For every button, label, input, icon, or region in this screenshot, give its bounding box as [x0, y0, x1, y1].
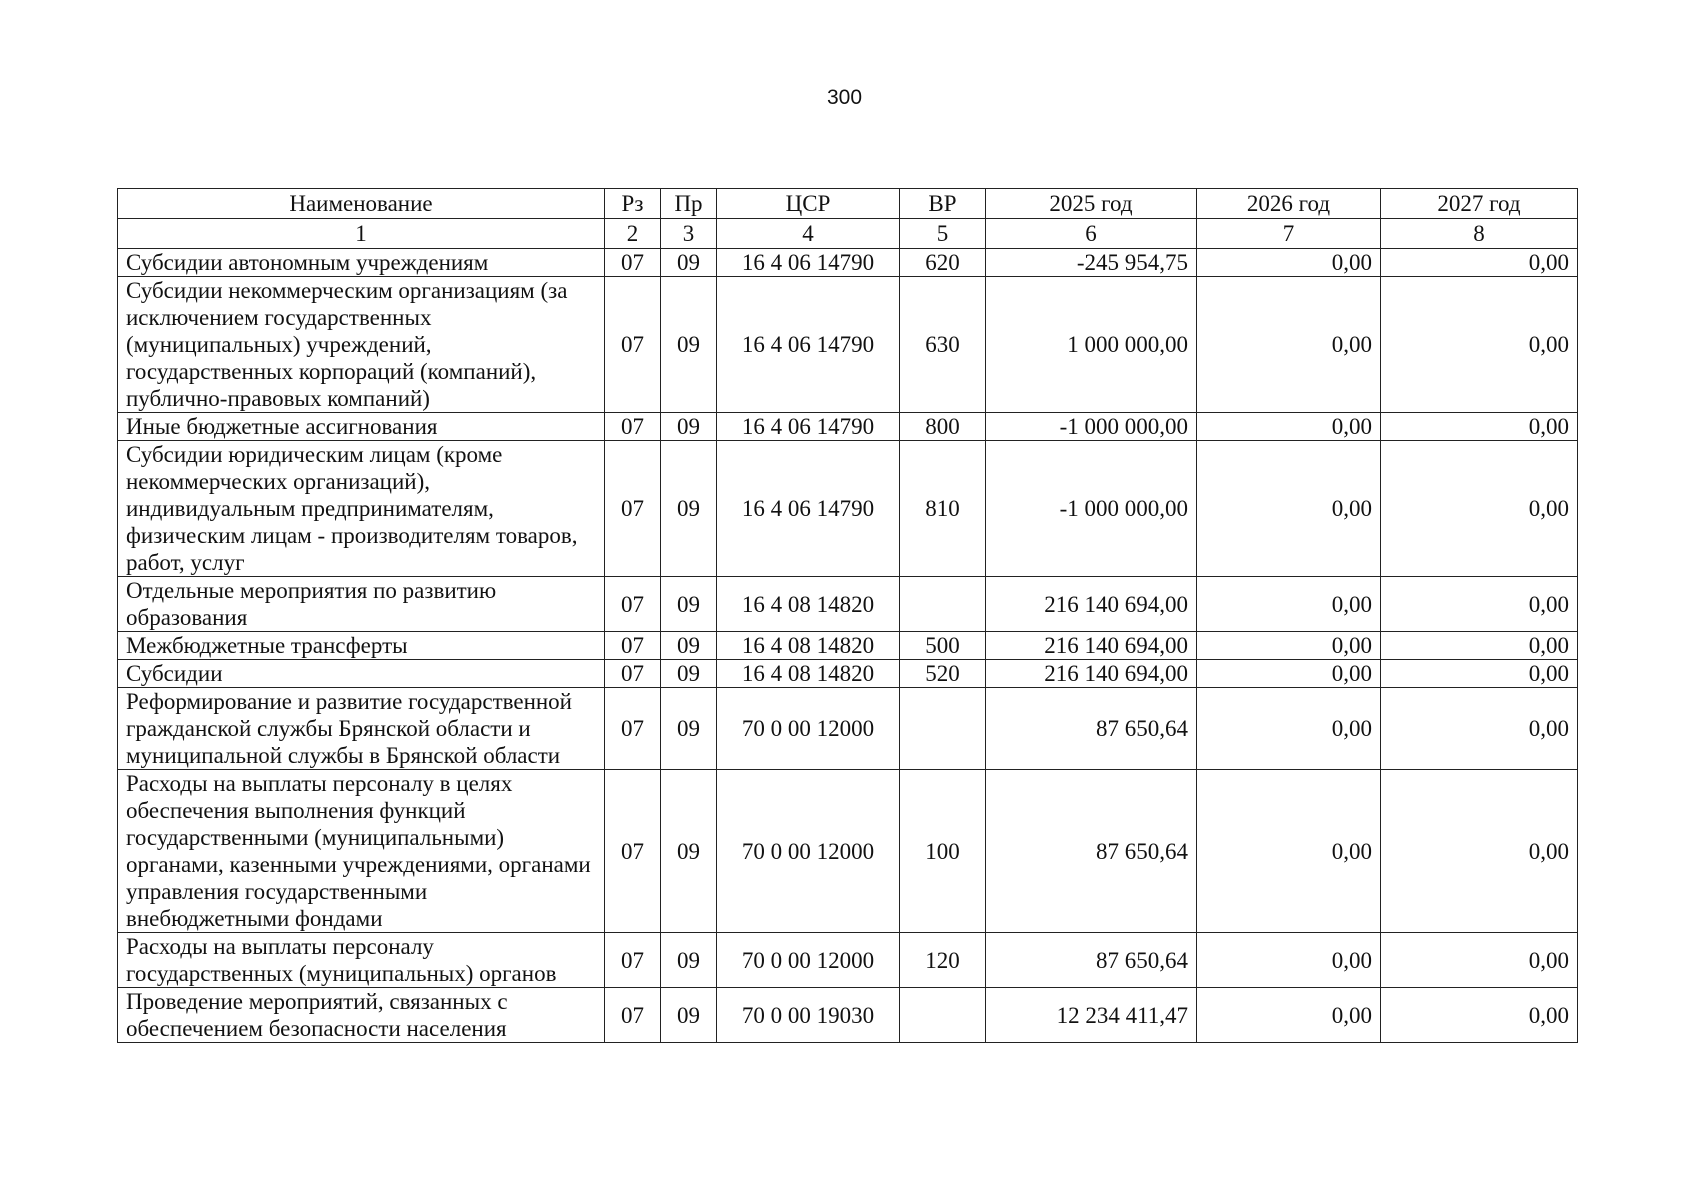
cell-name: Субсидии автономным учреждениям	[118, 249, 605, 277]
cell-csr: 16 4 08 14820	[717, 632, 900, 660]
cell-csr: 70 0 00 12000	[717, 770, 900, 933]
cell-vr: 520	[900, 660, 986, 688]
col-number: 7	[1197, 219, 1381, 249]
cell-pr: 09	[661, 632, 717, 660]
col-header-rz: Рз	[605, 189, 661, 219]
cell-name: Расходы на выплаты персоналу в целях обеспечения выполнения функций государственными (муниципальными) органами, казенными учреждениями, органами управления государственными внебюджетными фондами	[118, 770, 605, 933]
cell-name: Реформирование и развитие государственной гражданской службы Брянской области и муниципальной службы в Брянской области	[118, 688, 605, 770]
budget-table	[117, 188, 1578, 1043]
table-row	[118, 632, 1578, 660]
cell-rz: 07	[605, 249, 661, 277]
cell-2027: 0,00	[1381, 441, 1578, 577]
col-number: 5	[900, 219, 986, 249]
cell-vr: 620	[900, 249, 986, 277]
table-row	[118, 988, 1578, 1043]
page-number: 300	[826, 86, 863, 109]
cell-pr: 09	[661, 688, 717, 770]
cell-2025: 216 140 694,00	[986, 577, 1197, 632]
table-row	[118, 277, 1578, 413]
cell-vr: 100	[900, 770, 986, 933]
col-header-vr: ВР	[900, 189, 986, 219]
cell-2025: -1 000 000,00	[986, 441, 1197, 577]
cell-csr: 16 4 08 14820	[717, 577, 900, 632]
cell-2027: 0,00	[1381, 688, 1578, 770]
cell-2025: -1 000 000,00	[986, 413, 1197, 441]
cell-name: Межбюджетные трансферты	[118, 632, 605, 660]
table-row	[118, 249, 1578, 277]
table-row	[118, 441, 1578, 577]
cell-2025: 87 650,64	[986, 770, 1197, 933]
cell-pr: 09	[661, 277, 717, 413]
cell-2025: 216 140 694,00	[986, 632, 1197, 660]
cell-rz: 07	[605, 688, 661, 770]
cell-vr: 500	[900, 632, 986, 660]
cell-pr: 09	[661, 577, 717, 632]
cell-csr: 70 0 00 12000	[717, 933, 900, 988]
col-header-name: Наименование	[118, 189, 605, 219]
cell-csr: 70 0 00 12000	[717, 688, 900, 770]
cell-2027: 0,00	[1381, 988, 1578, 1043]
cell-2026: 0,00	[1197, 577, 1381, 632]
cell-pr: 09	[661, 933, 717, 988]
col-number: 1	[118, 219, 605, 249]
col-header-csr: ЦСР	[717, 189, 900, 219]
cell-2027: 0,00	[1381, 413, 1578, 441]
cell-2027: 0,00	[1381, 632, 1578, 660]
cell-name: Проведение мероприятий, связанных с обеспечением безопасности населения	[118, 988, 605, 1043]
cell-2025: -245 954,75	[986, 249, 1197, 277]
cell-2027: 0,00	[1381, 277, 1578, 413]
cell-2025: 12 234 411,47	[986, 988, 1197, 1043]
cell-2026: 0,00	[1197, 441, 1381, 577]
cell-pr: 09	[661, 660, 717, 688]
cell-pr: 09	[661, 441, 717, 577]
col-number: 8	[1381, 219, 1578, 249]
cell-pr: 09	[661, 413, 717, 441]
table-row	[118, 933, 1578, 988]
cell-csr: 16 4 06 14790	[717, 277, 900, 413]
cell-2026: 0,00	[1197, 249, 1381, 277]
cell-rz: 07	[605, 770, 661, 933]
column-number-row	[118, 219, 1578, 249]
table-row	[118, 413, 1578, 441]
header-row	[118, 189, 1578, 219]
cell-2026: 0,00	[1197, 770, 1381, 933]
table-row	[118, 770, 1578, 933]
cell-rz: 07	[605, 988, 661, 1043]
table-row	[118, 577, 1578, 632]
cell-csr: 16 4 06 14790	[717, 249, 900, 277]
cell-name: Субсидии	[118, 660, 605, 688]
cell-2025: 87 650,64	[986, 688, 1197, 770]
cell-2026: 0,00	[1197, 413, 1381, 441]
cell-csr: 16 4 06 14790	[717, 413, 900, 441]
cell-2026: 0,00	[1197, 933, 1381, 988]
cell-pr: 09	[661, 988, 717, 1043]
cell-rz: 07	[605, 933, 661, 988]
cell-pr: 09	[661, 770, 717, 933]
cell-2027: 0,00	[1381, 249, 1578, 277]
cell-2026: 0,00	[1197, 277, 1381, 413]
table-row	[118, 660, 1578, 688]
cell-rz: 07	[605, 660, 661, 688]
cell-name: Отдельные мероприятия по развитию образования	[118, 577, 605, 632]
cell-rz: 07	[605, 413, 661, 441]
cell-name: Субсидии некоммерческим организациям (за исключением государственных (муниципальных) учреждений, государственных корпораций (компаний), публично-правовых компаний)	[118, 277, 605, 413]
cell-2027: 0,00	[1381, 770, 1578, 933]
cell-2027: 0,00	[1381, 933, 1578, 988]
cell-2026: 0,00	[1197, 988, 1381, 1043]
cell-vr: 810	[900, 441, 986, 577]
col-number: 4	[717, 219, 900, 249]
col-number: 2	[605, 219, 661, 249]
cell-2026: 0,00	[1197, 632, 1381, 660]
cell-name: Расходы на выплаты персоналу государственных (муниципальных) органов	[118, 933, 605, 988]
cell-csr: 16 4 06 14790	[717, 441, 900, 577]
cell-2027: 0,00	[1381, 577, 1578, 632]
cell-2025: 216 140 694,00	[986, 660, 1197, 688]
cell-pr: 09	[661, 249, 717, 277]
col-number: 3	[661, 219, 717, 249]
cell-2026: 0,00	[1197, 688, 1381, 770]
table-row	[118, 688, 1578, 770]
cell-2026: 0,00	[1197, 660, 1381, 688]
col-header-2025: 2025 год	[986, 189, 1197, 219]
col-number: 6	[986, 219, 1197, 249]
cell-vr	[900, 688, 986, 770]
cell-csr: 16 4 08 14820	[717, 660, 900, 688]
cell-name: Иные бюджетные ассигнования	[118, 413, 605, 441]
cell-2025: 1 000 000,00	[986, 277, 1197, 413]
cell-rz: 07	[605, 632, 661, 660]
cell-vr	[900, 988, 986, 1043]
col-header-2026: 2026 год	[1197, 189, 1381, 219]
cell-2027: 0,00	[1381, 660, 1578, 688]
col-header-2027: 2027 год	[1381, 189, 1578, 219]
cell-rz: 07	[605, 577, 661, 632]
cell-vr: 800	[900, 413, 986, 441]
cell-vr	[900, 577, 986, 632]
cell-rz: 07	[605, 277, 661, 413]
cell-rz: 07	[605, 441, 661, 577]
col-header-pr: Пр	[661, 189, 717, 219]
cell-vr: 630	[900, 277, 986, 413]
cell-csr: 70 0 00 19030	[717, 988, 900, 1043]
cell-vr: 120	[900, 933, 986, 988]
cell-2025: 87 650,64	[986, 933, 1197, 988]
cell-name: Субсидии юридическим лицам (кроме некоммерческих организаций), индивидуальным предпринимателям, физическим лицам - производителям товаров, работ, услуг	[118, 441, 605, 577]
